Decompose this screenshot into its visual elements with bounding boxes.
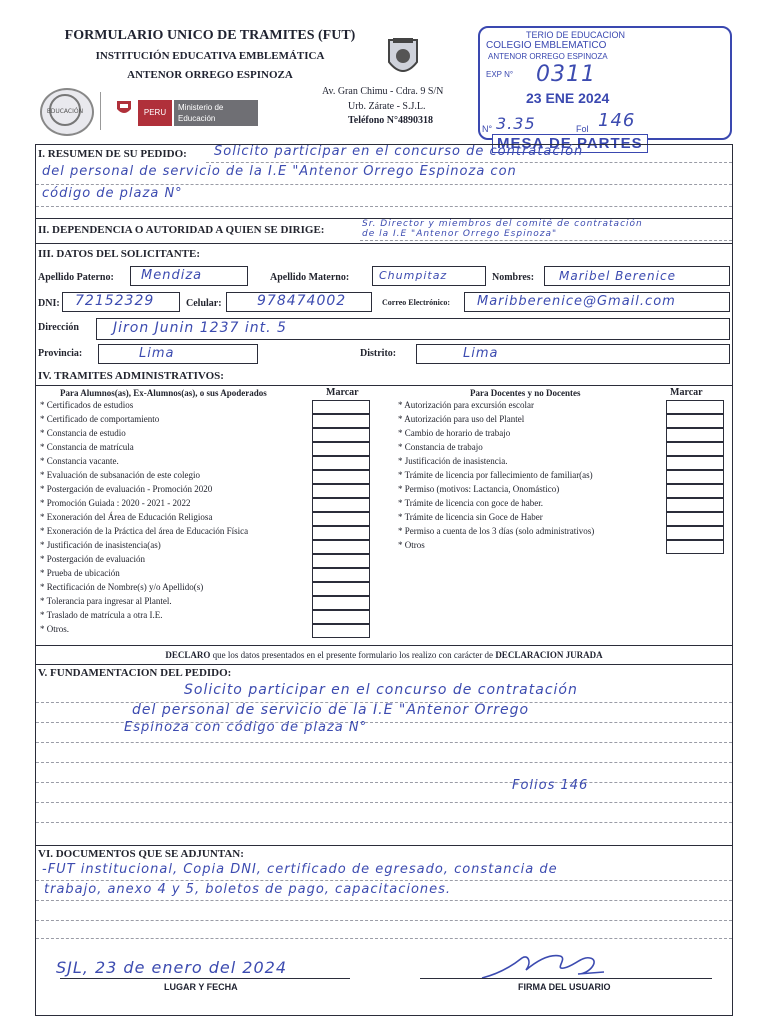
- staff-procedures-list: [394, 400, 732, 560]
- dni-value: 72152329: [75, 293, 155, 309]
- right-item: * Permiso (motivos: Lactancia, Onomástico): [398, 484, 560, 494]
- section-6-line-2: trabajo, anexo 4 y 5, boletos de pago, capacitaciones.: [44, 882, 452, 897]
- stamp-date: 23 ENE 2024: [526, 90, 610, 106]
- stamp-line-1: TERIO DE EDUCACION: [526, 30, 626, 40]
- celular-field[interactable]: [226, 292, 372, 312]
- stamp-n-label: N°: [482, 124, 493, 134]
- left-column-header: Para Alumnos(as), Ex-Alumnos(as), o sus Apoderados: [60, 388, 267, 398]
- left-mark-checkbox[interactable]: [312, 512, 370, 526]
- right-column-header: Para Docentes y no Docentes: [470, 388, 581, 398]
- correo-label: Correo Electrónico:: [382, 298, 451, 307]
- correo-value: Maribberenice@Gmail.com: [477, 294, 676, 309]
- provincia-value: Lima: [139, 346, 175, 361]
- section-4-title: IV. TRAMITES ADMINISTRATIVOS:: [38, 370, 224, 382]
- left-mark-checkbox[interactable]: [312, 484, 370, 498]
- left-mark-checkbox[interactable]: [312, 624, 370, 638]
- left-item: * Rectificación de Nombre(s) y/o Apellido(s): [40, 582, 204, 592]
- place-date-value: SJL, 23 de enero del 2024: [56, 958, 288, 977]
- left-item: * Traslado de matrícula a otra I.E.: [40, 610, 163, 620]
- correo-field[interactable]: [464, 292, 730, 312]
- left-mark-checkbox[interactable]: [312, 582, 370, 596]
- school-crest-logo: [386, 36, 420, 82]
- right-mark-checkbox[interactable]: [666, 540, 724, 554]
- provincia-label: Provincia:: [38, 348, 83, 359]
- section-5-line-1: Solicito participar en el concurso de contratación: [184, 682, 578, 698]
- left-item: * Constancia de matrícula: [40, 442, 134, 452]
- section-1-title: I. RESUMEN DE SU PEDIDO:: [38, 148, 187, 160]
- declaro-text: que los datos presentados en el presente formulario los realizo con carácter de: [210, 650, 496, 660]
- left-mark-checkbox[interactable]: [312, 554, 370, 568]
- left-item: * Postergación de evaluación: [40, 554, 146, 564]
- right-item: * Cambio de horario de trabajo: [398, 428, 511, 438]
- section-5-lines: [36, 680, 732, 840]
- phone-number: Teléfono N°4890318: [348, 115, 434, 126]
- student-procedures-list: [36, 400, 376, 640]
- peru-coat-icon: [114, 98, 134, 118]
- left-mark-checkbox[interactable]: [312, 526, 370, 540]
- section-6-title: VI. DOCUMENTOS QUE SE ADJUNTAN:: [38, 848, 244, 860]
- stamp-fol-value: 146: [598, 110, 636, 131]
- folios-note: Folios 146: [512, 778, 589, 793]
- education-seal-logo: [40, 88, 94, 136]
- materno-field[interactable]: [372, 266, 486, 286]
- institution-name: INSTITUCIÓN EDUCATIVA EMBLEMÁTICA: [95, 50, 325, 62]
- right-item: * Trámite de licencia sin Goce de Haber: [398, 512, 543, 522]
- paterno-field[interactable]: [130, 266, 248, 286]
- left-item: * Certificado de comportamiento: [40, 414, 160, 424]
- paterno-value: Mendiza: [141, 268, 203, 283]
- section-1-line-2: del personal de servicio de la I.E "Antenor Orrego Espinoza con: [42, 164, 517, 179]
- section-3-title: III. DATOS DEL SOLICITANTE:: [38, 248, 200, 260]
- left-mark-checkbox[interactable]: [312, 610, 370, 624]
- left-item: * Constancia vacante.: [40, 456, 119, 466]
- right-mark-checkbox[interactable]: [666, 456, 724, 470]
- section-2-value-2: de la I.E "Antenor Orrego Espinoza": [362, 229, 558, 239]
- signature-label: FIRMA DEL USUARIO: [518, 982, 611, 992]
- direccion-value: Jiron Junin 1237 int. 5: [113, 320, 287, 336]
- left-marcar-header: Marcar: [326, 387, 359, 398]
- section-1-line-3: código de plaza N°: [42, 186, 183, 201]
- section-5-line-2: del personal de servicio de la I.E "Antenor Orrego: [132, 702, 530, 718]
- right-mark-checkbox[interactable]: [666, 498, 724, 512]
- right-mark-checkbox[interactable]: [666, 400, 724, 414]
- address-line-1: Av. Gran Chimu - Cdra. 9 S/N: [322, 86, 444, 97]
- right-item: * Trámite de licencia por fallecimiento de familiar(as): [398, 470, 593, 480]
- section-2-title: II. DEPENDENCIA O AUTORIDAD A QUIEN SE DIRIGE:: [38, 224, 325, 236]
- right-mark-checkbox[interactable]: [666, 484, 724, 498]
- right-item: * Autorización para uso del Plantel: [398, 414, 525, 424]
- left-item: * Justificación de inasistencia(as): [40, 540, 161, 550]
- right-mark-checkbox[interactable]: [666, 428, 724, 442]
- place-date-label: LUGAR Y FECHA: [164, 982, 238, 992]
- stamp-line-3: ANTENOR ORREGO ESPINOZA: [488, 52, 608, 61]
- section-1: [36, 144, 732, 216]
- section-1-line-1: Solicito participar en el concurso de contratación: [214, 144, 584, 159]
- dni-field[interactable]: [62, 292, 180, 312]
- school-name: ANTENOR ORREGO ESPINOZA: [127, 69, 293, 81]
- left-item: * Exoneración del Área de Educación Religiosa: [40, 512, 213, 522]
- left-mark-checkbox[interactable]: [312, 498, 370, 512]
- left-mark-checkbox[interactable]: [312, 568, 370, 582]
- right-item: * Otros: [398, 540, 425, 550]
- materno-label: Apellido Materno:: [270, 272, 350, 283]
- right-mark-checkbox[interactable]: [666, 526, 724, 540]
- paterno-label: Apellido Paterno:: [38, 272, 114, 283]
- left-mark-checkbox[interactable]: [312, 470, 370, 484]
- provincia-field[interactable]: [98, 344, 258, 364]
- celular-label: Celular:: [186, 298, 222, 309]
- form-title: FORMULARIO UNICO DE TRAMITES (FUT): [64, 28, 356, 43]
- celular-value: 978474002: [257, 293, 347, 309]
- direccion-field[interactable]: [96, 318, 730, 340]
- distrito-field[interactable]: [416, 344, 730, 364]
- section-6-lines: [36, 860, 732, 940]
- section-5-line-3: Espinoza con código de plaza N°: [124, 720, 368, 735]
- left-mark-checkbox[interactable]: [312, 442, 370, 456]
- declaro-end: DECLARACION JURADA: [495, 650, 603, 660]
- svg-text:EDUCACIÓN: EDUCACIÓN: [46, 108, 84, 115]
- left-item: * Exoneración de la Práctica del área de Educación Física: [40, 526, 249, 536]
- stamp-line-2: COLEGIO EMBLEMATICO: [486, 40, 607, 51]
- divider-line: [100, 92, 101, 130]
- stamp-exp-number: 0311: [536, 62, 596, 87]
- left-mark-checkbox[interactable]: [312, 540, 370, 554]
- left-mark-checkbox[interactable]: [312, 400, 370, 414]
- right-item: * Justificación de inasistencia.: [398, 456, 508, 466]
- right-mark-checkbox[interactable]: [666, 512, 724, 526]
- section-2-value-1: Sr. Director y miembros del comité de contratación: [362, 219, 643, 229]
- left-item: * Otros.: [40, 624, 69, 634]
- nombres-field[interactable]: [544, 266, 730, 286]
- nombres-label: Nombres:: [492, 272, 535, 283]
- direccion-label: Dirección: [38, 322, 79, 333]
- left-item: * Prueba de ubicación: [40, 568, 120, 578]
- right-mark-checkbox[interactable]: [666, 442, 724, 456]
- left-mark-checkbox[interactable]: [312, 456, 370, 470]
- distrito-label: Distrito:: [360, 348, 397, 359]
- left-mark-checkbox[interactable]: [312, 428, 370, 442]
- right-marcar-header: Marcar: [670, 387, 703, 398]
- dni-label: DNI:: [38, 298, 60, 309]
- materno-value: Chumpitaz: [379, 269, 448, 282]
- stamp-fol-label: Fol: [576, 124, 589, 134]
- stamp-exp-label: EXP N°: [486, 70, 514, 79]
- right-mark-checkbox[interactable]: [666, 470, 724, 484]
- peru-label: PERU: [138, 100, 172, 126]
- nombres-value: Maribel Berenice: [559, 269, 676, 283]
- left-item: * Constancia de estudio: [40, 428, 126, 438]
- reception-stamp: [478, 26, 732, 152]
- section-5-title: V. FUNDAMENTACION DEL PEDIDO:: [38, 667, 232, 679]
- right-item: * Trámite de licencia con goce de haber.: [398, 498, 543, 508]
- left-mark-checkbox[interactable]: [312, 414, 370, 428]
- left-item: * Evaluación de subsanación de este colegio: [40, 470, 200, 480]
- section-6-line-1: -FUT institucional, Copia DNI, certificado de egresado, constancia de: [42, 862, 558, 877]
- ministry-label: Ministerio de Educación: [174, 100, 258, 126]
- left-mark-checkbox[interactable]: [312, 596, 370, 610]
- right-item: * Constancia de trabajo: [398, 442, 483, 452]
- address-line-2: Urb. Zárate - S.J.L.: [348, 101, 426, 112]
- right-item: * Autorización para excursión escolar: [398, 400, 534, 410]
- right-item: * Permiso a cuenta de los 3 días (solo administrativos): [398, 526, 595, 536]
- distrito-value: Lima: [463, 346, 499, 361]
- right-mark-checkbox[interactable]: [666, 414, 724, 428]
- left-item: * Promoción Guiada : 2020 - 2021 - 2022: [40, 498, 191, 508]
- left-item: * Tolerancia para ingresar al Plantel.: [40, 596, 172, 606]
- left-item: * Certificados de estudios: [40, 400, 134, 410]
- stamp-n-value: 3.35: [496, 114, 536, 133]
- left-item: * Postergación de evaluación - Promoción 2020: [40, 484, 213, 494]
- declaro-bold: DECLARO: [165, 650, 211, 660]
- stamp-mesa-de-partes: MESA DE PARTES: [492, 134, 648, 153]
- declaracion-jurada: [36, 650, 732, 660]
